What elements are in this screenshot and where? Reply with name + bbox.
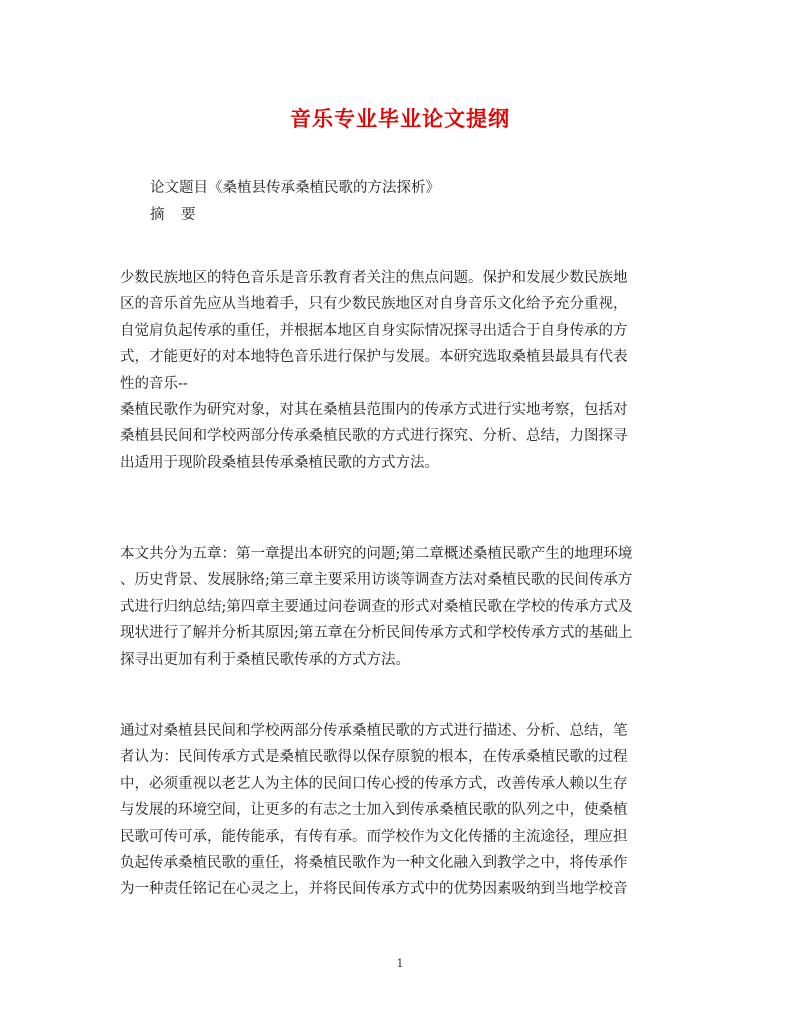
paragraph-line: 式进行归纳总结;第四章主要通过问卷调查的形式对桑植民歌在学校的传承方式及	[120, 598, 633, 615]
abstract-heading: 摘 要	[150, 207, 202, 223]
paragraph-line: 民歌可传可承，能传能承，有传有承。而学校作为文化传播的主流途径，理应担	[120, 828, 628, 845]
paragraph-line: 少数民族地区的特色音乐是音乐教育者关注的焦点问题。保护和发展少数民族地	[120, 270, 628, 286]
paragraph-line: 桑植民歌作为研究对象，对其在桑植县范围内的传承方式进行实地考察，包括对	[120, 402, 628, 419]
abstract-paragraph-2	[120, 541, 684, 673]
paragraph-line: 出适用于现阶段桑植县传承桑植民歌的方式方法。	[120, 454, 439, 471]
abstract-paragraph-1	[120, 265, 684, 476]
paragraph-line: 现状进行了解并分析其原因;第五章在分析民间传承方式和学校传承方式的基础上	[120, 625, 633, 642]
paragraph-line: 探寻出更加有利于桑植民歌传承的方式方法。	[120, 651, 410, 668]
paragraph-line: 负起传承桑植民歌的重任，将桑植民歌作为一种文化融入到教学之中，将传承作	[120, 855, 628, 872]
paragraph-line: 区的音乐首先应从当地着手，只有少数民族地区对自身音乐文化给予充分重视，	[120, 296, 628, 313]
paragraph-line: 与发展的环境空间，让更多的有志之士加入到传承桑植民歌的队列之中，使桑植	[120, 802, 628, 819]
paragraph-line: 自觉肩负起传承的重任，并根据本地区自身实际情况探寻出适合于自身传承的方	[120, 322, 628, 339]
thesis-topic-line: 论文题目《桑植县传承桑植民歌的方法探析》	[150, 180, 440, 196]
paragraph-line: 本文共分为五章：第一章提出本研究的问题;第二章概述桑植民歌产生的地理环境	[120, 546, 633, 562]
paragraph-line: 桑植县民间和学校两部分传承桑植民歌的方式进行探究、分析、总结，力图探寻	[120, 428, 628, 445]
paragraph-line: 者认为：民间传承方式是桑植民歌得以保存原貌的根本，在传承桑植民歌的过程	[120, 749, 628, 766]
paragraph-line: 、历史背景、发展脉络;第三章主要采用访谈等调查方法对桑植民歌的民间传承方	[120, 572, 633, 589]
paragraph-line: 通过对桑植县民间和学校两部分传承桑植民歌的方式进行描述、分析、总结，笔	[120, 723, 628, 739]
document-title: 音乐专业毕业论文提纲	[290, 106, 510, 131]
paragraph-line: 式，才能更好的对本地特色音乐进行保护与发展。本研究选取桑植县最具有代表	[120, 349, 628, 366]
paragraph-line: 为一种责任铭记在心灵之上，并将民间传承方式中的优势因素吸纳到当地学校音	[120, 881, 628, 898]
paragraph-line: 性的音乐--	[120, 375, 188, 392]
paragraph-line: 中，必须重视以老艺人为主体的民间口传心授的传承方式，改善传承人赖以生存	[120, 775, 628, 792]
page-number: 1	[396, 957, 404, 970]
abstract-paragraph-3	[120, 718, 684, 903]
